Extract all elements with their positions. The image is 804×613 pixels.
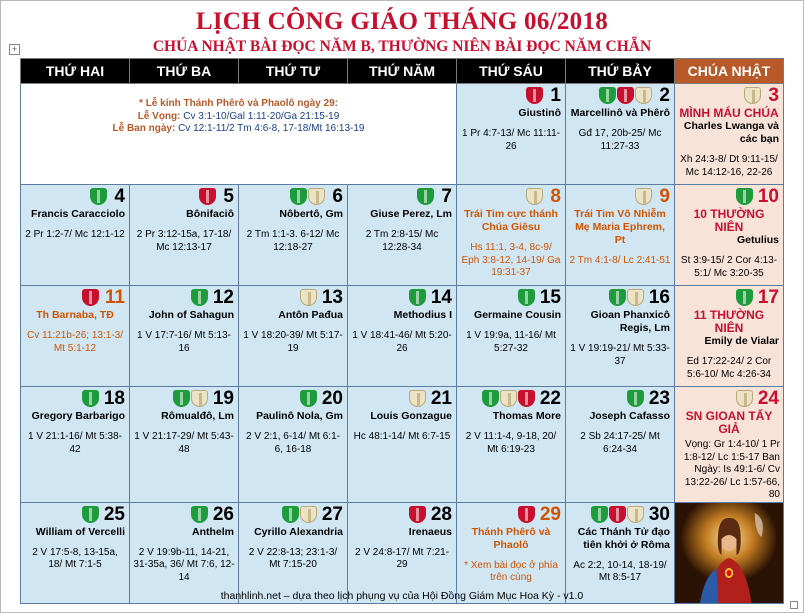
vestment-icons bbox=[591, 506, 644, 523]
day-number: 5 bbox=[223, 186, 234, 207]
red-vestment-icon bbox=[617, 87, 634, 104]
saint-name-secondary: Emily de Vialar bbox=[704, 335, 779, 347]
day-header bbox=[348, 286, 456, 309]
vestment-icons bbox=[300, 390, 317, 407]
saint-name: Marcellinô và Phêrô bbox=[570, 107, 670, 119]
readings: 2 Sb 24:17-25/ Mt 6:24-34 bbox=[580, 431, 660, 455]
saint-name: Cyrillo Alexandria bbox=[254, 525, 343, 538]
day-number: 14 bbox=[430, 287, 452, 308]
readings: Vọng: Gr 1:4-10/ 1 Pr 1:8-12/ Lc 1:5-17 Ban Ngày: Is 49:1-6/ Cv 13:22-26/ Lc 1:57-66, 80 bbox=[683, 439, 780, 500]
white-vestment-icon bbox=[627, 506, 644, 523]
day-cell[interactable] bbox=[21, 502, 130, 603]
day-header bbox=[566, 84, 674, 107]
vestment-icons bbox=[300, 289, 317, 306]
saint-name: 10 THƯỜNG NIÊN bbox=[693, 207, 765, 234]
red-vestment-icon bbox=[518, 390, 535, 407]
readings: Xh 24:3-8/ Dt 9:11-15/ Mc 14:12-16, 22-26 bbox=[680, 154, 778, 178]
green-vestment-icon bbox=[90, 188, 107, 205]
green-vestment-icon bbox=[173, 390, 190, 407]
day-number: 22 bbox=[539, 388, 561, 409]
vestment-icons bbox=[409, 506, 426, 523]
day-number: 18 bbox=[103, 388, 125, 409]
readings: 2 Tm 2:8-15/ Mc 12:28-34 bbox=[365, 229, 439, 253]
day-cell[interactable] bbox=[130, 387, 239, 503]
day-cell[interactable] bbox=[348, 286, 457, 387]
header-thu: THỨ NĂM bbox=[348, 59, 457, 84]
vestment-icons bbox=[417, 188, 434, 205]
readings: 2 Tm 4:1-8/ Lc 2:41-51 bbox=[569, 255, 671, 266]
day-header bbox=[457, 503, 565, 526]
readings: Gđ 17, 20b-25/ Mc 11:27-33 bbox=[578, 128, 662, 152]
saint-name: Antôn Pađua bbox=[278, 309, 343, 321]
red-vestment-icon bbox=[409, 506, 426, 523]
saint-name: Paulinô Nola, Gm bbox=[256, 410, 343, 422]
day-number: 3 bbox=[768, 85, 779, 106]
day-number: 1 bbox=[550, 85, 561, 106]
readings: 1 V 18:20-39/ Mt 5:17-19 bbox=[243, 330, 343, 354]
vestment-icons bbox=[191, 289, 208, 306]
day-header bbox=[239, 503, 347, 526]
vestment-icons bbox=[635, 188, 652, 205]
green-vestment-icon bbox=[609, 289, 626, 306]
day-cell[interactable] bbox=[675, 387, 784, 503]
day-header bbox=[566, 503, 674, 526]
readings: 2 V 11:1-4, 9-18, 20/ Mt 6:19-23 bbox=[465, 431, 557, 455]
header-tue: THỨ BA bbox=[130, 59, 239, 84]
saint-name: Bônifaciô bbox=[186, 208, 234, 220]
day-header bbox=[239, 286, 347, 309]
vestment-icons bbox=[290, 188, 325, 205]
day-number: 10 bbox=[757, 186, 779, 207]
day-cell[interactable] bbox=[348, 185, 457, 286]
day-number: 16 bbox=[648, 287, 670, 308]
day-number: 21 bbox=[430, 388, 452, 409]
saint-name: Gioan Phanxicô Regis, Lm bbox=[590, 309, 670, 334]
white-vestment-icon bbox=[744, 87, 761, 104]
white-vestment-icon bbox=[300, 289, 317, 306]
saint-name: Giustinô bbox=[518, 107, 561, 119]
note-vigil-label: Lễ Vọng: bbox=[137, 110, 181, 122]
day-header bbox=[566, 286, 674, 309]
day-header bbox=[21, 286, 129, 309]
readings: 2 V 2:1, 6-14/ Mt 6:1-6, 16-18 bbox=[246, 431, 340, 455]
red-vestment-icon bbox=[518, 506, 535, 523]
saint-name: Rômualđô, Lm bbox=[161, 410, 234, 422]
day-cell[interactable] bbox=[675, 84, 784, 185]
saint-name: Trái Tim Vô Nhiễm Mẹ Maria Ephrem, Pt bbox=[574, 208, 666, 246]
vestment-icons bbox=[518, 289, 535, 306]
green-vestment-icon bbox=[599, 87, 616, 104]
readings: Hc 48:1-14/ Mt 6:7-15 bbox=[353, 431, 451, 442]
day-header bbox=[566, 387, 674, 410]
readings: 1 Pr 4:7-13/ Mc 11:11-26 bbox=[461, 128, 560, 152]
day-header bbox=[239, 387, 347, 410]
white-vestment-icon bbox=[627, 289, 644, 306]
day-cell[interactable] bbox=[21, 286, 130, 387]
footer-credit: thanhlinh.net – dựa theo lịch phụng vụ của Hội Đồng Giám Mục Hoa Kỳ - v1.0 bbox=[220, 590, 584, 602]
green-vestment-icon bbox=[627, 390, 644, 407]
day-header bbox=[130, 185, 238, 208]
saint-name: Nôbertô, Gm bbox=[279, 208, 343, 220]
vestment-icons bbox=[627, 390, 644, 407]
green-vestment-icon bbox=[282, 506, 299, 523]
vestment-icons bbox=[173, 390, 208, 407]
saint-name: Irenaeus bbox=[408, 525, 452, 538]
day-cell[interactable] bbox=[348, 502, 457, 603]
readings: Cv 11:21b-26; 13:1-3/ Mt 5:1-12 bbox=[27, 330, 123, 354]
saint-name: Giuse Perez, Lm bbox=[370, 208, 452, 220]
readings: 2 V 24:8-17/ Mt 7:21-29 bbox=[355, 546, 449, 570]
white-vestment-icon bbox=[409, 390, 426, 407]
table-move-handle[interactable]: + bbox=[9, 44, 20, 55]
readings: 1 V 18:41-46/ Mt 5:20-26 bbox=[352, 330, 452, 354]
vestment-icons bbox=[736, 188, 753, 205]
day-header bbox=[348, 185, 456, 208]
saint-name: Germaine Cousin bbox=[474, 309, 561, 321]
green-vestment-icon bbox=[417, 188, 434, 205]
day-header bbox=[457, 84, 565, 107]
day-number: 27 bbox=[321, 503, 343, 525]
note-day-label: Lễ Ban ngày: bbox=[112, 123, 176, 134]
readings: * Xem bài đọc ở phía trên cùng bbox=[464, 559, 558, 583]
saint-name-secondary: Charles Lwanga và các bạn bbox=[683, 120, 779, 145]
vestment-icons bbox=[409, 390, 426, 407]
day-cell[interactable] bbox=[457, 502, 566, 603]
page-title: LỊCH CÔNG GIÁO THÁNG 06/2018 bbox=[195, 8, 609, 35]
vestment-icons bbox=[482, 390, 535, 407]
day-number: 19 bbox=[212, 388, 234, 409]
saint-name: Các Thánh Tử đạo tiên khởi ở Rôma bbox=[577, 525, 670, 551]
day-header bbox=[348, 387, 456, 410]
day-cell[interactable] bbox=[348, 387, 457, 503]
note-heading: * Lễ kính Thánh Phêrô và Phaolô ngày 29: bbox=[139, 98, 338, 109]
green-vestment-icon bbox=[300, 390, 317, 407]
white-vestment-icon bbox=[500, 390, 517, 407]
note-vigil bbox=[27, 111, 450, 124]
sacred-heart-image bbox=[675, 503, 783, 603]
readings: 2 Pr 1:2-7/ Mc 12:1-12 bbox=[25, 229, 125, 240]
day-cell[interactable] bbox=[675, 185, 784, 286]
saint-name: Trái Tim cực thánh Chúa Giêsu bbox=[464, 208, 558, 233]
white-vestment-icon bbox=[635, 87, 652, 104]
day-number: 20 bbox=[321, 388, 343, 409]
green-vestment-icon bbox=[82, 506, 99, 523]
vestment-icons bbox=[82, 289, 99, 306]
day-header bbox=[457, 286, 565, 309]
red-vestment-icon bbox=[199, 188, 216, 205]
saint-name: Joseph Cafasso bbox=[589, 410, 670, 422]
vestment-icons bbox=[191, 506, 208, 523]
day-cell[interactable] bbox=[130, 502, 239, 603]
day-header bbox=[457, 185, 565, 208]
day-cell[interactable] bbox=[566, 185, 675, 286]
readings: Hs 11:1, 3-4, 8c-9/ Eph 3:8-12, 14-19/ Ga 19:31-37 bbox=[461, 242, 561, 278]
red-vestment-icon bbox=[82, 289, 99, 306]
day-number: 4 bbox=[114, 186, 125, 207]
green-vestment-icon bbox=[290, 188, 307, 205]
day-number: 2 bbox=[659, 85, 670, 106]
saint-name: John of Sahagun bbox=[148, 309, 234, 321]
saint-name: Th Barnaba, TĐ bbox=[36, 309, 114, 321]
day-header bbox=[566, 185, 674, 208]
vestment-icons bbox=[409, 289, 426, 306]
white-vestment-icon bbox=[635, 188, 652, 205]
saint-name: Anthelm bbox=[192, 525, 234, 538]
readings: Ed 17:22-24/ 2 Cor 5:6-10/ Mc 4:26-34 bbox=[686, 356, 772, 380]
page-subtitle: CHÚA NHẬT BÀI ĐỌC NĂM B, THƯỜNG NIÊN BÀI ĐỌC NĂM CHẴN bbox=[152, 38, 652, 55]
green-vestment-icon bbox=[191, 289, 208, 306]
vestment-icons bbox=[736, 390, 753, 407]
vestment-icons bbox=[609, 289, 644, 306]
saint-name: Thomas More bbox=[492, 410, 561, 422]
sacred-heart-image-cell bbox=[675, 502, 784, 603]
vestment-icons bbox=[199, 188, 216, 205]
vestment-icons bbox=[518, 506, 535, 523]
note-day bbox=[27, 123, 450, 136]
day-number: 9 bbox=[659, 186, 670, 207]
day-number: 23 bbox=[648, 388, 670, 409]
day-cell[interactable] bbox=[239, 286, 348, 387]
readings-note bbox=[21, 84, 456, 136]
readings: 2 V 17:5-8, 13-15a, 18/ Mt 7:1-5 bbox=[32, 546, 118, 570]
vestment-icons bbox=[82, 390, 99, 407]
saint-name-secondary: Getulius bbox=[736, 234, 779, 246]
green-vestment-icon bbox=[191, 506, 208, 523]
saint-name: 11 THƯỜNG NIÊN bbox=[693, 308, 765, 335]
day-number: 13 bbox=[321, 287, 343, 308]
day-number: 11 bbox=[104, 287, 125, 308]
day-cell[interactable] bbox=[675, 286, 784, 387]
readings: 2 V 22:8-13; 23:1-3/ Mt 7:15-20 bbox=[248, 546, 338, 570]
day-cell[interactable] bbox=[457, 185, 566, 286]
vestment-icons bbox=[744, 87, 761, 104]
day-cell[interactable] bbox=[457, 286, 566, 387]
day-header bbox=[21, 387, 129, 410]
header-sat: THỨ BẢY bbox=[566, 59, 675, 84]
green-vestment-icon bbox=[591, 506, 608, 523]
saint-name: SN GIOAN TẨY GIẢ bbox=[685, 409, 773, 436]
day-header bbox=[130, 286, 238, 309]
day-cell[interactable] bbox=[457, 387, 566, 503]
vestment-icons bbox=[526, 87, 543, 104]
day-number: 6 bbox=[332, 186, 343, 207]
day-number: 29 bbox=[539, 503, 561, 525]
resize-grip[interactable] bbox=[790, 601, 798, 609]
day-cell[interactable] bbox=[21, 387, 130, 503]
vestment-icons bbox=[90, 188, 107, 205]
vestment-icons bbox=[736, 289, 753, 306]
day-cell[interactable] bbox=[130, 286, 239, 387]
saint-name: Francis Caracciolo bbox=[31, 208, 125, 220]
vestment-icons bbox=[599, 87, 652, 104]
readings: 1 V 21:17-29/ Mt 5:43-48 bbox=[134, 431, 234, 455]
white-vestment-icon bbox=[300, 506, 317, 523]
red-vestment-icon bbox=[526, 87, 543, 104]
day-cell[interactable] bbox=[566, 84, 675, 185]
day-header bbox=[21, 503, 129, 526]
header-wed: THỨ TƯ bbox=[239, 59, 348, 84]
day-cell[interactable] bbox=[130, 185, 239, 286]
day-cell[interactable] bbox=[239, 387, 348, 503]
note-vigil-text: Cv 3:1-10/Gal 1:11-20/Ga 21:15-19 bbox=[180, 110, 340, 122]
day-number: 8 bbox=[550, 186, 561, 207]
readings: Ac 2:2, 10-14, 18-19/ Mt 8:5-17 bbox=[573, 559, 667, 583]
vestment-icons bbox=[82, 506, 99, 523]
day-cell[interactable] bbox=[457, 84, 566, 185]
day-cell[interactable] bbox=[239, 502, 348, 603]
day-cell[interactable] bbox=[566, 502, 675, 603]
saint-name: Thánh Phêrô và Phaolô bbox=[471, 525, 551, 551]
saint-name: MÌNH MÁU CHÚA bbox=[679, 106, 779, 120]
day-cell[interactable] bbox=[566, 387, 675, 503]
day-cell[interactable] bbox=[566, 286, 675, 387]
green-vestment-icon bbox=[518, 289, 535, 306]
white-vestment-icon bbox=[526, 188, 543, 205]
green-vestment-icon bbox=[736, 289, 753, 306]
day-header bbox=[675, 185, 783, 208]
readings: St 3:9-15/ 2 Cor 4:13-5:1/ Mc 3:20-35 bbox=[680, 255, 778, 279]
day-number: 7 bbox=[441, 186, 452, 207]
saint-name: Louis Gonzague bbox=[370, 410, 452, 422]
day-number: 24 bbox=[757, 388, 779, 409]
green-vestment-icon bbox=[409, 289, 426, 306]
day-header bbox=[239, 185, 347, 208]
red-vestment-icon bbox=[609, 506, 626, 523]
saint-name: Gregory Barbarigo bbox=[31, 410, 125, 422]
day-header bbox=[130, 503, 238, 526]
day-header bbox=[675, 387, 783, 410]
vestment-icons bbox=[282, 506, 317, 523]
day-cell[interactable] bbox=[21, 185, 130, 286]
day-number: 15 bbox=[539, 287, 561, 308]
day-cell[interactable] bbox=[239, 185, 348, 286]
readings: 2 V 19:9b-11, 14-21, 31-35a, 36/ Mt 7:6, 12-14 bbox=[133, 546, 235, 583]
day-number: 26 bbox=[212, 503, 234, 525]
header-sun: CHÚA NHẬT bbox=[675, 59, 784, 84]
day-header bbox=[21, 185, 129, 208]
note-day-text: Cv 12:1-11/2 Tm 4:6-8, 17-18/Mt 16:13-19 bbox=[175, 123, 365, 134]
day-header bbox=[348, 503, 456, 526]
green-vestment-icon bbox=[736, 188, 753, 205]
green-vestment-icon bbox=[482, 390, 499, 407]
readings: 1 V 21:1-16/ Mt 5:38-42 bbox=[28, 431, 122, 455]
calendar-table bbox=[20, 58, 784, 604]
header-mon: THỨ HAI bbox=[21, 59, 130, 84]
day-header bbox=[675, 84, 783, 107]
readings: 1 V 19:19-21/ Mt 5:33-37 bbox=[570, 343, 670, 367]
day-header bbox=[675, 286, 783, 309]
readings-note-cell bbox=[21, 84, 457, 185]
readings: 2 Pr 3:12-15a, 17-18/ Mc 12:13-17 bbox=[136, 229, 232, 253]
readings: 1 V 19:9a, 11-16/ Mt 5:27-32 bbox=[466, 330, 556, 354]
readings: 2 Tm 1:1-3. 6-12/ Mc 12:18-27 bbox=[246, 229, 340, 253]
readings: 1 V 17:7-16/ Mt 5:13-16 bbox=[137, 330, 231, 354]
day-number: 30 bbox=[648, 503, 670, 525]
white-vestment-icon bbox=[308, 188, 325, 205]
saint-name: Methodius I bbox=[393, 309, 452, 321]
saint-name: William of Vercelli bbox=[35, 525, 125, 538]
vestment-icons bbox=[526, 188, 543, 205]
white-vestment-icon bbox=[191, 390, 208, 407]
green-vestment-icon bbox=[82, 390, 99, 407]
day-number: 28 bbox=[430, 503, 452, 525]
day-number: 25 bbox=[103, 503, 125, 525]
white-vestment-icon bbox=[736, 390, 753, 407]
day-header bbox=[130, 387, 238, 410]
day-header bbox=[457, 387, 565, 410]
day-number: 12 bbox=[212, 287, 234, 308]
header-fri: THỨ SÁU bbox=[457, 59, 566, 84]
day-number: 17 bbox=[757, 287, 779, 308]
